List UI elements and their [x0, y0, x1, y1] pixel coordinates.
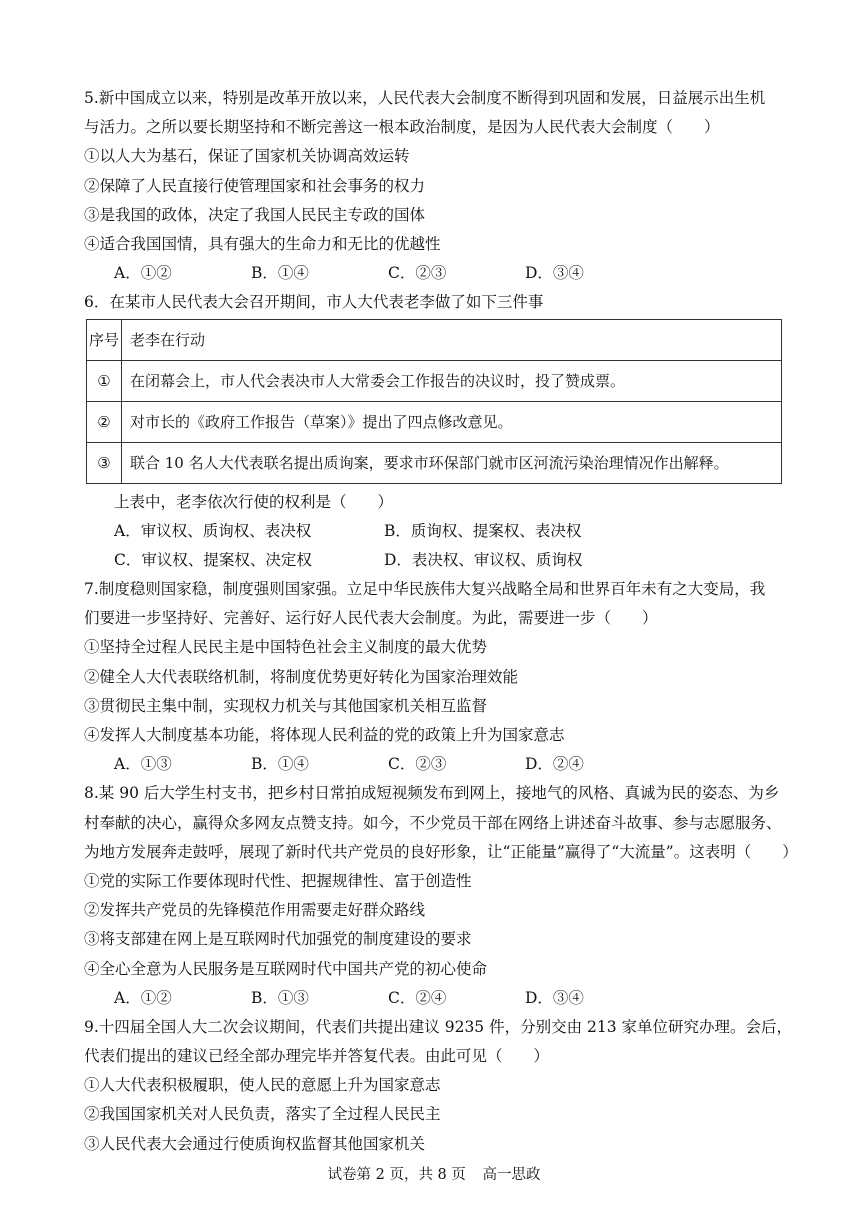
choice-c: C．审议权、提案权、决定权 [114, 550, 312, 569]
option-statement: ③人民代表大会通过行使质询权监督其他国家机关 [84, 1134, 426, 1153]
question-stem-line: 8.某 90 后大学生村支书，把乡村日常拍成短视频发布到网上，接地气的风格、真诚为民的姿态、为乡 [84, 784, 780, 803]
table-header-cell: 老李在行动 [122, 319, 782, 360]
option-statement: ①人大代表积极履职，使人民的意愿上升为国家意志 [84, 1076, 441, 1095]
choice-b: B．①④ [251, 755, 309, 774]
table-cell-number: ② [87, 401, 122, 442]
question-stem-line: 村奉献的决心，赢得众多网友点赞支持。如今，不少党员干部在网络上讲述奋斗故事、参与志愿服务、 [84, 813, 782, 832]
option-statement: ③是我国的政体，决定了我国人民民主专政的国体 [84, 205, 426, 224]
question-stem-line: 们要进一步坚持好、完善好、运行好人民代表大会制度。为此，需要进一步（ ） [84, 609, 658, 628]
question-6 [84, 288, 784, 575]
choice-d: D．③④ [525, 264, 584, 283]
answer-choices [84, 546, 784, 575]
choice-a: A．审议权、质询权、表决权 [114, 521, 312, 540]
option-statement: ④适合我国国情，具有强大的生命力和无比的优越性 [84, 234, 441, 253]
question-stem-line: 为地方发展奔走鼓呼，展现了新时代共产党员的良好形象，让“正能量”赢得了“大流量”。这表明（ ） [84, 842, 798, 861]
option-statement: ①以人大为基石，保证了国家机关协调高效运转 [84, 147, 410, 166]
choice-b: B．①③ [251, 988, 309, 1007]
table-row [87, 401, 782, 442]
table-cell-text: 联合 10 名人大代表联名提出质询案，要求市环保部门就市区河流污染治理情况作出解释。 [122, 442, 782, 483]
option-statement: ②保障了人民直接行使管理国家和社会事务的权力 [84, 176, 426, 195]
exam-page [84, 84, 798, 1159]
option-statement: ④发挥人大制度基本功能，将体现人民利益的党的政策上升为国家意志 [84, 726, 565, 744]
question-prompt: 上表中，老李依次行使的权利是（ ） [114, 492, 394, 511]
choice-a: A．①② [114, 264, 172, 283]
answer-choices [84, 259, 784, 288]
answer-choices [84, 750, 784, 779]
actions-table [86, 319, 782, 484]
table-row [87, 442, 782, 483]
choice-c: C．②④ [388, 988, 447, 1007]
choice-c: C．②③ [388, 264, 447, 283]
choice-d: D．表决权、审议权、质询权 [384, 550, 583, 569]
question-stem-line: 9.十四届全国人大二次会议期间，代表们共提出建议 9235 件，分别交由 213 家单位研究办理。会后， [84, 1017, 793, 1036]
question-stem-line: 5.新中国成立以来，特别是改革开放以来，人民代表大会制度不断得到巩固和发展，日益展示出生机 [84, 89, 766, 107]
choice-a: A．①② [114, 988, 172, 1007]
table-cell-text: 对市长的《政府工作报告（草案）》提出了四点修改意见。 [122, 401, 782, 442]
choice-a: A．①③ [114, 755, 172, 774]
choice-b: B．①④ [251, 264, 309, 283]
option-statement: ②我国国家机关对人民负责，落实了全过程人民民主 [84, 1105, 441, 1124]
option-statement: ③贯彻民主集中制，实现权力机关与其他国家机关相互监督 [84, 696, 488, 715]
table-row [87, 360, 782, 401]
question-5 [84, 84, 784, 288]
answer-choices [84, 984, 784, 1013]
option-statement: ③将支部建在网上是互联网时代加强党的制度建设的要求 [84, 930, 472, 949]
choice-b: B．质询权、提案权、表决权 [384, 521, 582, 540]
answer-choices [84, 517, 784, 546]
question-9 [84, 1013, 793, 1159]
question-7 [84, 575, 784, 779]
question-stem-line: 7.制度稳则国家稳，制度强则国家强。立足中华民族伟大复兴战略全局和世界百年未有之大变局，我 [84, 580, 766, 599]
table-header-row [87, 319, 782, 360]
table-cell-number: ① [87, 360, 122, 401]
option-statement: ①坚持全过程人民民主是中国特色社会主义制度的最大优势 [84, 638, 488, 657]
page-footer [0, 1163, 868, 1184]
choice-d: D．②④ [525, 755, 584, 774]
table-cell-number: ③ [87, 442, 122, 483]
subject-label: 高一思政 [482, 1167, 541, 1183]
page-number-info: 试卷第 2 页，共 8 页 [327, 1167, 466, 1183]
question-8 [84, 779, 798, 1013]
option-statement: ②健全人大代表联络机制，将制度优势更好转化为国家治理效能 [84, 667, 519, 686]
choice-d: D．③④ [525, 988, 584, 1007]
table-cell-text: 在闭幕会上，市人代会表决市人大常委会工作报告的决议时，投了赞成票。 [122, 360, 782, 401]
option-statement: ①党的实际工作要体现时代性、把握规律性、富于创造性 [84, 871, 472, 890]
question-stem-line: 代表们提出的建议已经全部办理完毕并答复代表。由此可见（ ） [84, 1047, 550, 1066]
question-stem-line: 6．在某市人民代表大会召开期间，市人大代表老李做了如下三件事 [84, 293, 544, 312]
option-statement: ②发挥共产党员的先锋模范作用需要走好群众路线 [84, 901, 426, 920]
table-header-cell: 序号 [87, 319, 122, 360]
option-statement: ④全心全意为人民服务是互联网时代中国共产党的初心使命 [84, 959, 488, 978]
choice-c: C．②③ [388, 755, 447, 774]
question-stem-line: 与活力。之所以要长期坚持和不断完善这一根本政治制度，是因为人民代表大会制度（ ） [84, 118, 720, 137]
